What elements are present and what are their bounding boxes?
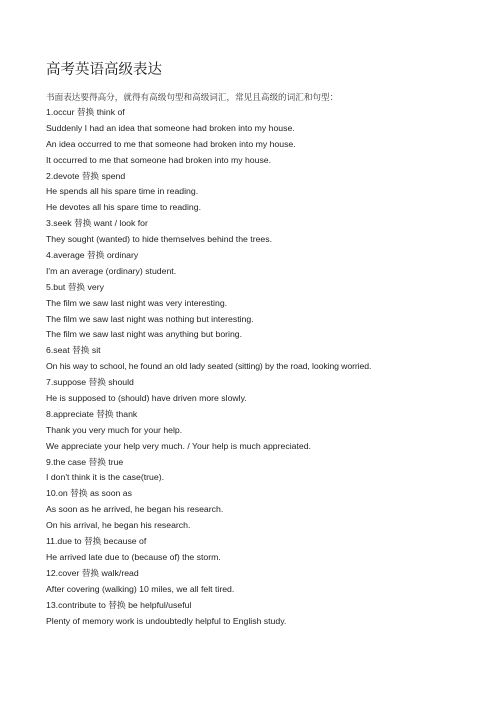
vocab-heading: 3.seek 替换 want / look for	[46, 218, 148, 229]
vocab-heading: 10.on 替换 as soon as	[46, 488, 132, 499]
example-sentence: Thank you very much for your help.	[46, 424, 183, 435]
example-sentence: I don't think it is the case(true).	[46, 472, 165, 483]
document-title: 高考英语高级表达	[46, 62, 162, 78]
example-sentence: The film we saw last night was anything but boring.	[46, 329, 243, 340]
example-sentence: He spends all his spare time in reading.	[46, 186, 199, 197]
vocab-heading: 9.the case 替换 true	[46, 456, 124, 467]
expression-list	[46, 105, 466, 629]
example-sentence: I'm an average (ordinary) student.	[46, 265, 177, 276]
vocab-heading: 12.cover 替换 walk/read	[46, 567, 139, 578]
example-sentence: After covering (walking) 10 miles, we all felt tired.	[46, 583, 235, 594]
intro-paragraph: 书面表达要得高分，就得有高级句型和高级词汇，常见且高级的词汇和句型：	[46, 93, 339, 103]
vocab-heading: 2.devote 替换 spend	[46, 170, 126, 181]
example-sentence: Plenty of memory work is undoubtedly helpful to English study.	[46, 615, 287, 626]
vocab-heading: 5.but 替换 very	[46, 281, 104, 292]
example-sentence: As soon as he arrived, he began his research.	[46, 504, 224, 515]
example-sentence: We appreciate your help very much. / Your help is much appreciated.	[46, 440, 311, 451]
vocab-heading: 8.appreciate 替换 thank	[46, 408, 138, 419]
example-sentence: On his arrival, he began his research.	[46, 520, 191, 531]
example-sentence: He is supposed to (should) have driven more slowly.	[46, 393, 247, 404]
vocab-heading: 1.occur 替换 think of	[46, 107, 125, 117]
vocab-heading: 4.average 替换 ordinary	[46, 250, 139, 261]
example-sentence: It occurred to me that someone had broken into my house.	[46, 154, 272, 165]
vocab-heading: 6.seat 替换 sit	[46, 345, 101, 356]
example-sentence: Suddenly I had an idea that someone had broken into my house.	[46, 122, 295, 133]
example-sentence: The film we saw last night was nothing but interesting.	[46, 313, 254, 324]
example-sentence: They sought (wanted) to hide themselves behind the trees.	[46, 234, 273, 245]
vocab-heading: 11.due to 替换 because of	[46, 536, 147, 547]
document-page	[46, 60, 466, 629]
vocab-heading: 7.suppose 替换 should	[46, 377, 134, 388]
example-sentence: On his way to school, he found an old lady seated (sitting) by the road, looking worried.	[46, 361, 372, 372]
example-sentence: The film we saw last night was very interesting.	[46, 297, 228, 308]
vocab-heading: 13.contribute to 替换 be helpful/useful	[46, 599, 192, 610]
example-sentence: An idea occurred to me that someone had broken into my house.	[46, 138, 296, 149]
example-sentence: He devotes all his spare time to reading.	[46, 202, 202, 213]
example-sentence: He arrived late due to (because of) the storm.	[46, 551, 221, 562]
